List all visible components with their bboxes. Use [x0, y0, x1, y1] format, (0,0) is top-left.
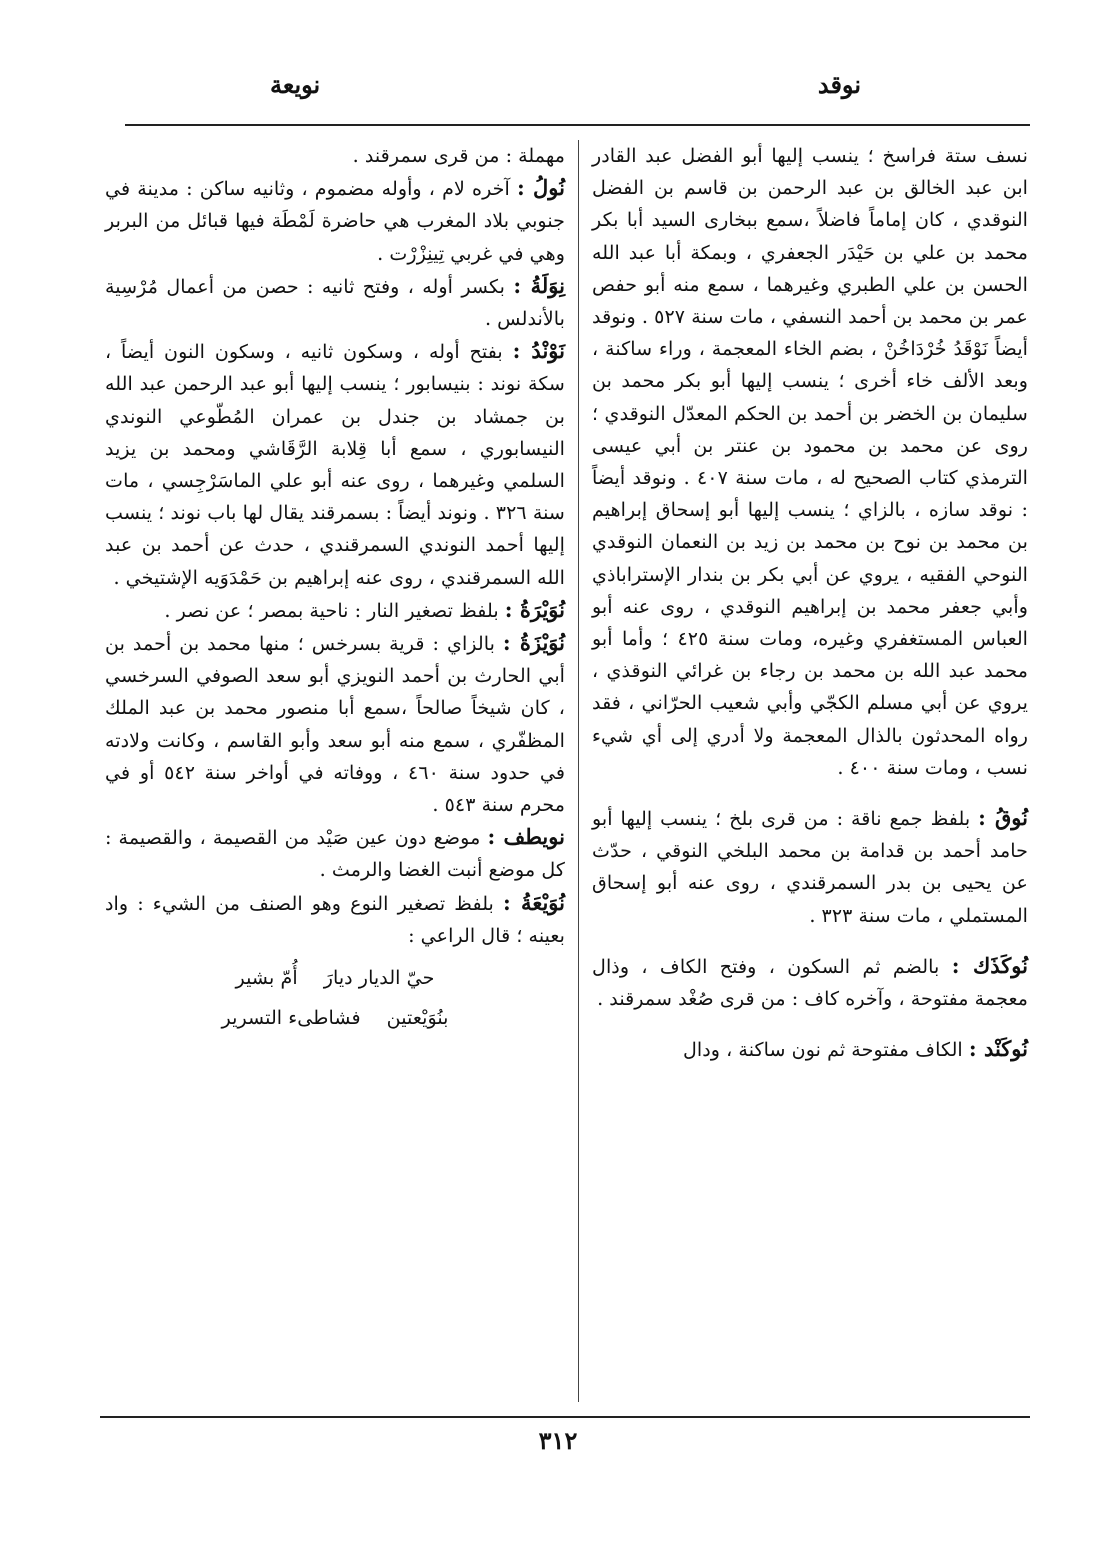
- entry-body: مهملة : من قرى سمرقند .: [352, 144, 565, 167]
- left-running-title: نويعة: [270, 70, 321, 99]
- entry-headword: نُولُ :: [516, 175, 565, 201]
- entry-nuwayra: [105, 594, 565, 627]
- footer-rule: [100, 1416, 1030, 1418]
- entry-nukadhak: [592, 950, 1028, 1015]
- page-number: ٣١٢: [538, 1426, 578, 1455]
- entry-headword: نُوَيْعَةُ :: [503, 889, 565, 915]
- entry-headword: نُوكَذَك :: [951, 952, 1029, 978]
- entry-headword: نُوكَنْد :: [968, 1036, 1028, 1062]
- entry-continuation: [592, 140, 1028, 784]
- entry-nuwaytif: [105, 821, 565, 886]
- entry-body: بلفظ جمع ناقة : من قرى بلخ ؛ ينسب إليها أبو حامد أحمد بن قدامة بن محمد البلخي النوقي ، حدّث عن يحيى بن بدر السمرقندي ، روى عنه أبو إسحاق المستملي ، مات سنة ٣٢٣ .: [592, 807, 1028, 927]
- entry-headword: نُوَيْرَةُ :: [504, 596, 565, 622]
- entry-body: بالزاي : قرية بسرخس ؛ منها محمد بن أحمد بن أبي الحارث بن أحمد النويزي أبو سعد الصوفي السرخسي ، كان شيخاً صالحاً ،سمع أبا منصور محمد بن عبد الملك المظفّري ، سمع منه أبو سعد وأبو القاسم ، وكانت ولادته في حدود سنة ٤٦٠ ، ووفاته في أواخر سنة ٥٤٢ أو في محرم سنة ٥٤٣ .: [105, 632, 566, 817]
- entry-headword: نِوَلَةُ :: [513, 272, 565, 298]
- right-running-title: نوقد: [817, 70, 861, 99]
- entry-body: موضع دون عين صَيْد من القصيمة ، والقصيمة : كل موضع أنبت الغضا والرمث .: [105, 826, 565, 882]
- right-column: [592, 140, 1028, 1066]
- verse-hemistich: حيّ الديار ديارَ: [323, 966, 435, 990]
- entry-niwala: [105, 270, 565, 335]
- verse-hemistich: أُمّ بشير: [235, 966, 298, 990]
- entry-body: بالضم ثم السكون ، وفتح الكاف ، وذال معجمة مفتوحة ، وآخره كاف : من قرى صُغْد سمرقند .: [592, 954, 1028, 1011]
- entry-nawnad: [105, 335, 565, 594]
- entry-headword: نويطف :: [487, 824, 565, 850]
- verse-hemistich: فشاطىء التسرير: [221, 1006, 361, 1030]
- column-divider: [578, 140, 579, 1402]
- entry-body: بكسر أوله ، وفتح ثانيه : حصن من أعمال مُرْسِية بالأندلس .: [105, 274, 565, 331]
- verse-line: [105, 958, 565, 998]
- poem-verse: [105, 958, 565, 1038]
- verse-hemistich: بنُوَيْعتين: [386, 1006, 449, 1030]
- entry-nuq: [592, 802, 1028, 932]
- header-rule: [125, 124, 1030, 126]
- entry-nukand: [592, 1033, 1028, 1066]
- entry-body: بلفظ تصغير النوع وهو الصنف من الشيء : واد بعينه ؛ قال الراعي :: [105, 891, 565, 947]
- entry-headword: نُوقُ :: [978, 805, 1028, 831]
- running-header: [0, 70, 1116, 114]
- entry-body: آخره لام ، وأوله مضموم ، وثانيه ساكن : مدينة في جنوبي بلاد المغرب هي حاضرة لَمْطَة فيها قبائل من البربر وهي في غربي تِينِزْرْت .: [105, 177, 565, 265]
- entry-nul: [105, 172, 565, 270]
- entry-body: بفتح أوله ، وسكون ثانيه ، وسكون النون أيضاً ، سكة نوند : بنيسابور ؛ ينسب إليها أبو عبد الرحمن عبد الله بن جمشاد بن جندل بن عمران المُطّوعي النوندي النيسابوري ، سمع أبا قِلابة الرَّقَاشي ومحمد بن يزيد السلمي وغيرهما ، روى عنه أبو علي الماسَرْجِسي ، مات سنة ٣٢٦ . ونوند أيضاً : بسمرقند يقال لها باب نوند ؛ ينسب إليها أحمد النوندي السمرقندي ، حدث عن أحمد بن عبد الله السمرقندي ، روى عنه إبراهيم بن حَمْدَوَيه الإشتيخي .: [105, 340, 565, 589]
- entry-body: الكاف مفتوحة ثم نون ساكنة ، ودال: [682, 1038, 963, 1062]
- entry-nuway-a: [105, 887, 565, 952]
- entry-body: بلفظ تصغير النار : ناحية بمصر ؛ عن نصر .: [164, 598, 499, 622]
- entry-headword: نُوَيْزَةُ :: [502, 630, 565, 656]
- entry-continuation: [105, 140, 565, 172]
- entry-nuwayza: [105, 627, 565, 821]
- entry-body: نسف ستة فراسخ ؛ ينسب إليها أبو الفضل عبد القادر ابن عبد الخالق بن عبد الرحمن بن قاسم بن الفضل النوقدي ، كان إماماً فاضلاً ،سمع ببخارى السيد أبا بكر محمد بن علي بن حَيْدَر الجعفري ، وبمكة أبا عبد الله الحسن بن علي الطبري وغيرهما ، سمع منه أبو حفص عمر بن محمد بن أحمد النسفي ، مات سنة ٥٢٧ . ونوقد أيضاً نَوْقَدُ خُرْدَاخُنْ ، بضم الخاء المعجمة ، وراء ساكنة ، وبعد الألف خاء أخرى ؛ ينسب إليها أبو بكر محمد بن سليمان بن الخضر بن أحمد بن الحكم المعدّل النوقدي ؛ روى عن محمد بن محمود بن عنتر بن أبي عيسى الترمذي كتاب الصحيح له ، مات سنة ٤٠٧ . ونوقد أيضاً : نوقد سازه ، بالزاي ؛ ينسب إليها أبو إسحاق إبراهيم بن محمد بن نوح بن محمد بن زيد بن النعمان النوقدي النوحي الفقيه ، يروي عن أبي بكر بن بندار الإستراباذي وأبي جعفر محمد بن إبراهيم النوقدي ، روى عنه أبو العباس المستغفري وغيره، ومات سنة ٤٢٥ ؛ وأما أبو محمد عبد الله بن محمد بن رجاء بن غرائي النوقذي ، يروي عن أبي مسلم الكجّي وأبي شعيب الحرّاني ، فقد رواه المحدثون بالذال المعجمة ولا أدري إلى أي شيء نسب ، ومات سنة ٤٠٠ .: [592, 144, 1029, 779]
- left-column: [105, 140, 565, 1038]
- verse-line: [105, 998, 565, 1038]
- entry-headword: نَوْنْدُ :: [512, 338, 565, 364]
